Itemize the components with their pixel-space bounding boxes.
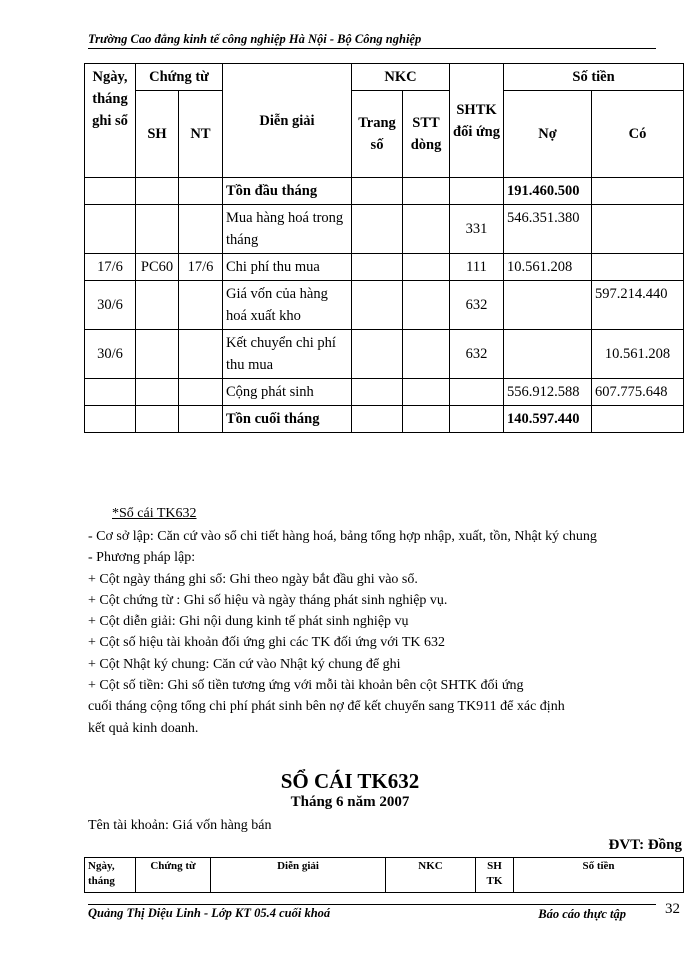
text-line: + Cột ngày tháng ghi sổ: Ghi theo ngày bắt đầu ghi vào sổ.	[88, 571, 418, 587]
cell-credit	[592, 406, 684, 433]
cell-debit: 546.351.380	[504, 205, 592, 254]
cell-credit: 10.561.208	[592, 330, 684, 379]
cell-nt	[179, 281, 223, 330]
ledger-period: Tháng 6 năm 2007	[290, 794, 410, 810]
cell-page	[352, 254, 403, 281]
cell-page	[352, 406, 403, 433]
cell-sh	[136, 281, 179, 330]
cell-nt	[179, 205, 223, 254]
cell-line	[403, 281, 450, 330]
cell-sh: PC60	[136, 254, 179, 281]
table-row	[85, 281, 684, 330]
cell-description: Cộng phát sinh	[223, 379, 352, 406]
cell-nt	[179, 330, 223, 379]
page-header: Trường Cao đẳng kinh tế công nghiệp Hà Nội - Bộ Công nghiệp	[88, 32, 656, 49]
cell-line	[403, 178, 450, 205]
cell-date: 17/6	[85, 254, 136, 281]
account-name: Tên tài khoản: Giá vốn hàng bán	[88, 818, 272, 833]
cell-nt	[179, 178, 223, 205]
cell-date	[85, 205, 136, 254]
cell-credit: 607.775.648	[592, 379, 684, 406]
col-header-date: Ngày, tháng	[85, 858, 136, 893]
cell-sh	[136, 406, 179, 433]
cell-line	[403, 406, 450, 433]
cell-page	[352, 330, 403, 379]
text-line: - Phương pháp lập:	[88, 550, 196, 566]
cell-date: 30/6	[85, 330, 136, 379]
col-header-amount: Số tiền	[504, 64, 684, 91]
cell-date: 30/6	[85, 281, 136, 330]
cell-credit	[592, 178, 684, 205]
table-row	[85, 379, 684, 406]
cell-debit: 191.460.500	[504, 178, 592, 205]
cell-description: Giá vốn của hàng hoá xuất kho	[223, 281, 352, 330]
text-line: + Cột số tiền: Ghi số tiền tương ứng với mỗi tài khoản bên cột SHTK đối ứng	[88, 678, 524, 694]
col-header-voucher: Chứng từ	[136, 858, 211, 893]
table-row	[85, 178, 684, 205]
text-line: cuối tháng cộng tổng chi phí phát sinh bên nợ để kết chuyển sang TK911 để xác định	[88, 699, 565, 715]
cell-line	[403, 205, 450, 254]
cell-nt	[179, 406, 223, 433]
header-row-sub	[85, 91, 684, 178]
col-header-debit: Nợ	[504, 91, 592, 178]
cell-credit	[592, 205, 684, 254]
page-number: 32	[665, 901, 680, 917]
col-header-sh: SH	[136, 91, 179, 178]
cell-line	[403, 254, 450, 281]
text-line: + Cột Nhật ký chung: Căn cứ vào Nhật ký chung để ghi	[88, 656, 401, 672]
cell-credit: 597.214.440	[592, 281, 684, 330]
inventory-ledger-table	[84, 63, 684, 433]
text-line: + Cột diễn giải: Ghi nội dung kinh tế phát sinh nghiệp vụ	[88, 614, 409, 630]
table-row	[85, 330, 684, 379]
cell-debit: 10.561.208	[504, 254, 592, 281]
table-row	[85, 205, 684, 254]
col-header-date: Ngày, tháng ghi sổ	[85, 64, 136, 178]
page-footer	[88, 901, 680, 945]
cell-sh	[136, 379, 179, 406]
cell-date	[85, 406, 136, 433]
cell-shtk: 632	[450, 330, 504, 379]
cell-debit: 556.912.588	[504, 379, 592, 406]
cell-date	[85, 178, 136, 205]
cell-shtk: 111	[450, 254, 504, 281]
cell-sh	[136, 178, 179, 205]
footer-report-label: Báo cáo thực tập	[538, 907, 626, 921]
cell-debit	[504, 330, 592, 379]
col-header-shtk: SHTK đối ứng	[450, 64, 504, 178]
cell-debit: 140.597.440	[504, 406, 592, 433]
text-line: + Cột số hiệu tài khoản đối ứng ghi các TK đối ứng với TK 632	[88, 635, 445, 651]
cell-shtk	[450, 178, 504, 205]
currency-unit: ĐVT: Đồng	[608, 837, 682, 853]
table-row	[85, 406, 684, 433]
cell-line	[403, 330, 450, 379]
cell-description: Kết chuyển chi phí thu mua	[223, 330, 352, 379]
text-line: + Cột chứng từ : Ghi số hiệu và ngày tháng phát sinh nghiệp vụ.	[88, 592, 448, 608]
col-header-voucher: Chứng từ	[136, 64, 223, 91]
cell-nt	[179, 379, 223, 406]
col-header-description: Diễn giải	[211, 858, 386, 893]
col-header-nkc: NKC	[352, 64, 450, 91]
cell-description: Chi phí thu mua	[223, 254, 352, 281]
cell-nt: 17/6	[179, 254, 223, 281]
ledger-header-table	[84, 857, 684, 893]
cell-shtk	[450, 406, 504, 433]
col-header-credit: Có	[592, 91, 684, 178]
cell-date	[85, 379, 136, 406]
cell-debit	[504, 281, 592, 330]
header-row	[85, 64, 684, 91]
col-header-page: Trang số	[352, 91, 403, 178]
table-row	[85, 254, 684, 281]
cell-line	[403, 379, 450, 406]
cell-description: Tồn đầu tháng	[223, 178, 352, 205]
cell-page	[352, 379, 403, 406]
col-header-amount: Số tiền	[514, 858, 684, 893]
cell-page	[352, 281, 403, 330]
col-header-line: STT dòng	[403, 91, 450, 178]
col-header-description: Diễn giải	[223, 64, 352, 178]
method-description	[88, 526, 688, 739]
section-subtitle: *Sổ cái TK632	[112, 506, 197, 521]
cell-description: Tồn cuối tháng	[223, 406, 352, 433]
cell-shtk: 331	[450, 205, 504, 254]
footer-author: Quảng Thị Diệu Linh - Lớp KT 05.4 cuối khoá	[88, 906, 331, 920]
col-header-shtk: SH TK	[476, 858, 514, 893]
cell-shtk	[450, 379, 504, 406]
cell-description: Mua hàng hoá trong tháng	[223, 205, 352, 254]
cell-shtk: 632	[450, 281, 504, 330]
text-line: kết quả kinh doanh.	[88, 720, 199, 736]
col-header-nt: NT	[179, 91, 223, 178]
cell-page	[352, 178, 403, 205]
cell-sh	[136, 330, 179, 379]
ledger-title: SỔ CÁI TK632	[280, 769, 420, 793]
header-row	[85, 858, 684, 893]
cell-credit	[592, 254, 684, 281]
col-header-nkc: NKC	[386, 858, 476, 893]
cell-page	[352, 205, 403, 254]
text-line: - Cơ sở lập: Căn cứ vào sổ chi tiết hàng hoá, bảng tổng hợp nhập, xuất, tồn, Nhật ký chung	[88, 529, 597, 544]
cell-sh	[136, 205, 179, 254]
